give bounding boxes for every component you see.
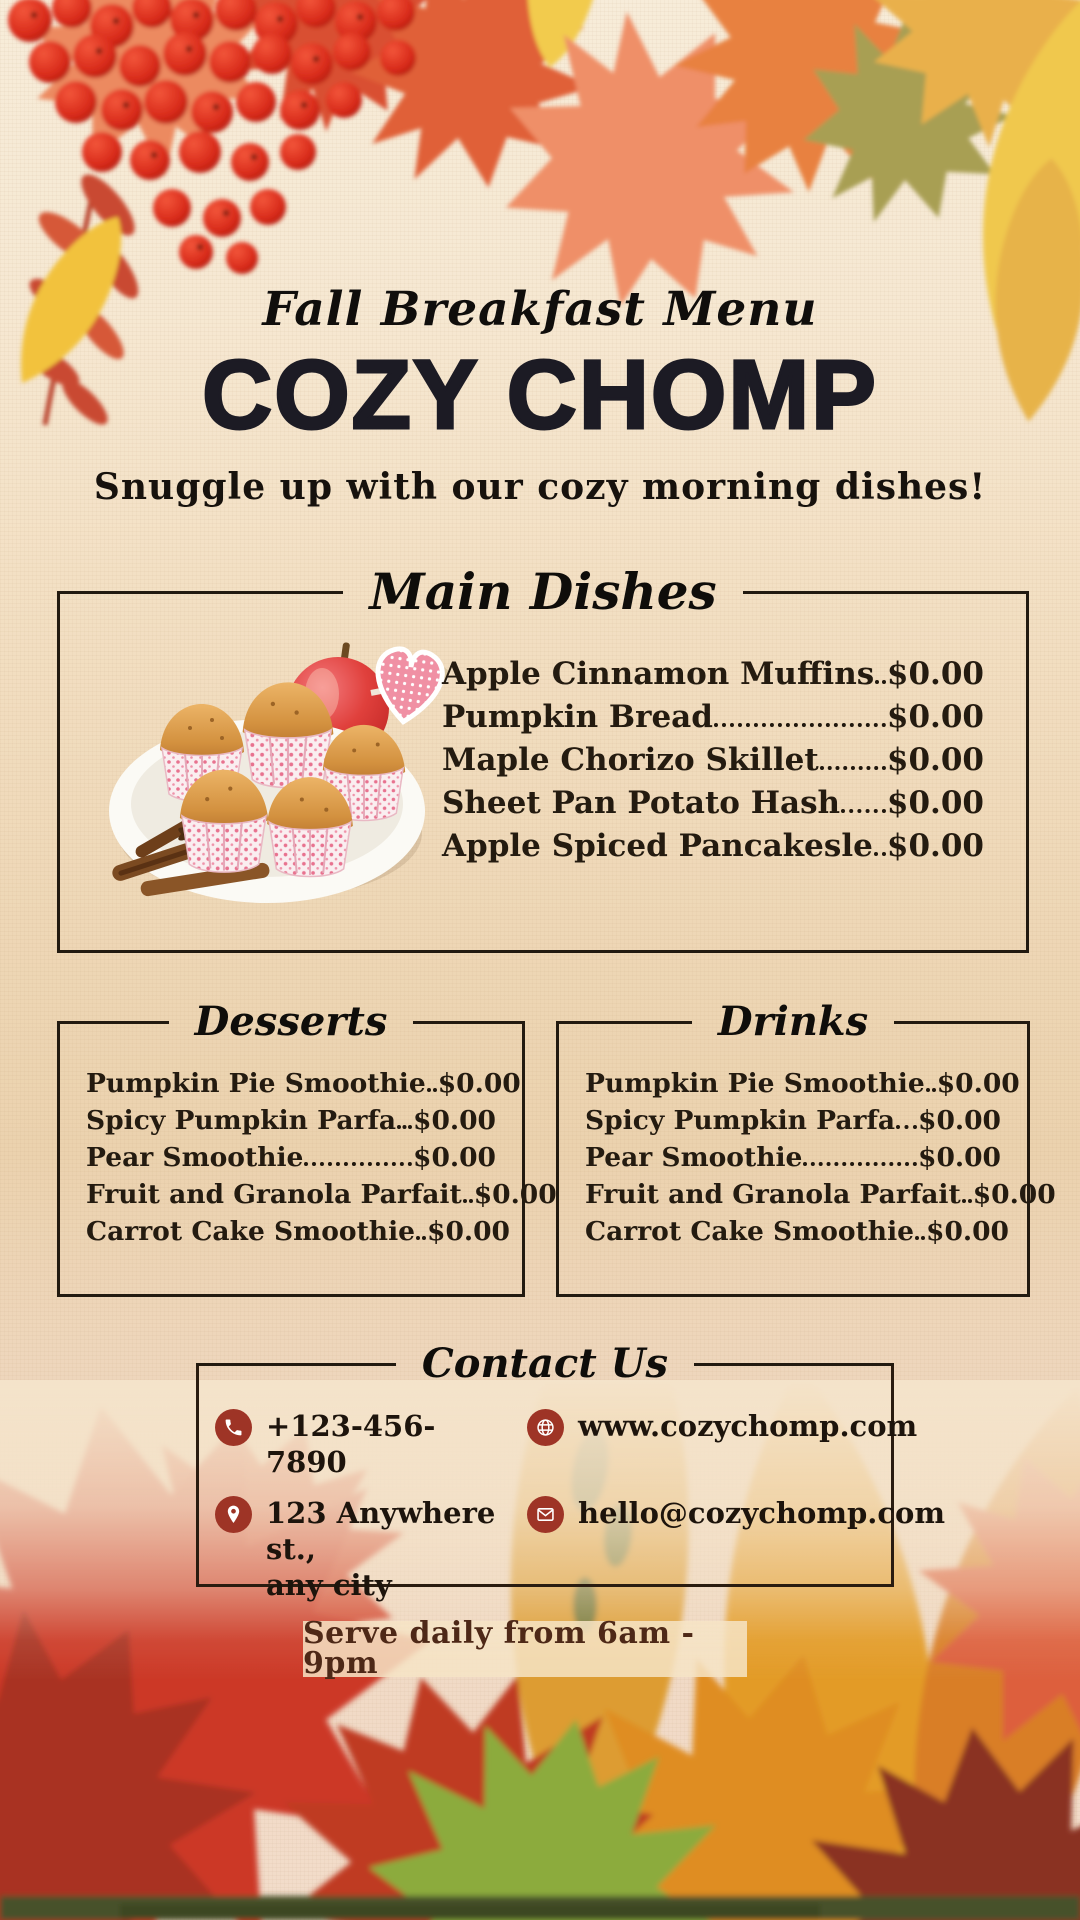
menu-item-price: $0.00 bbox=[918, 1142, 1001, 1173]
menu-item-name: Maple Chorizo Skillet bbox=[442, 742, 819, 778]
dotted-leader bbox=[875, 680, 886, 684]
dotted-leader bbox=[427, 1088, 437, 1092]
dotted-leader bbox=[874, 852, 886, 856]
menu-item-row bbox=[442, 658, 984, 691]
hours-banner bbox=[303, 1616, 747, 1681]
dotted-leader bbox=[820, 766, 886, 770]
contact-panel bbox=[196, 1340, 946, 1602]
menu-item-row bbox=[585, 1144, 1001, 1172]
menu-item-name: Pear Smoothie bbox=[86, 1142, 304, 1173]
menu-item-price: $0.00 bbox=[926, 1216, 1009, 1247]
contact-address-text bbox=[266, 1495, 511, 1604]
menu-item-price: $0.00 bbox=[427, 1216, 510, 1247]
contact-email[interactable] bbox=[527, 1495, 945, 1604]
menu-item-row bbox=[442, 830, 984, 863]
desserts-list bbox=[86, 1068, 557, 1255]
dotted-leader bbox=[397, 1125, 412, 1129]
drinks-title: Drinks bbox=[717, 998, 869, 1045]
contact-phone-text: +123-456-7890 bbox=[266, 1409, 436, 1480]
main-dishes-panel bbox=[57, 562, 1029, 953]
menu-item-price: $0.00 bbox=[886, 828, 984, 864]
menu-item-row bbox=[86, 1107, 496, 1135]
main-dishes-list bbox=[442, 658, 984, 873]
drinks-panel bbox=[556, 998, 1056, 1297]
menu-item-price: $0.00 bbox=[437, 1068, 521, 1099]
main-dishes-title: Main Dishes bbox=[369, 562, 717, 621]
menu-item-price: $0.00 bbox=[886, 656, 984, 692]
menu-item-name: Pumpkin Pie Smoothie bbox=[585, 1068, 925, 1099]
contact-website-text: www.cozychomp.com bbox=[578, 1409, 918, 1443]
menu-item-price: $0.00 bbox=[886, 785, 984, 821]
dotted-leader bbox=[841, 809, 886, 813]
dotted-leader bbox=[926, 1088, 936, 1092]
globe-icon bbox=[527, 1409, 564, 1446]
menu-item-row bbox=[442, 744, 984, 777]
dotted-leader bbox=[714, 723, 886, 727]
brand-title: COZY CHOMP bbox=[202, 340, 878, 449]
menu-item-name: Spicy Pumpkin Parfa bbox=[86, 1105, 397, 1136]
menu-item-row bbox=[86, 1216, 510, 1247]
contact-title: Contact Us bbox=[421, 1340, 669, 1387]
dotted-leader bbox=[463, 1199, 473, 1203]
desserts-title: Desserts bbox=[194, 998, 388, 1045]
menu-item-name: Apple Spiced Pancakesle bbox=[442, 828, 873, 864]
menu-item-price: $0.00 bbox=[886, 699, 984, 735]
hours-text: Serve daily from 6am - 9pm bbox=[303, 1616, 695, 1681]
menu-item-price: $0.00 bbox=[413, 1105, 496, 1136]
dotted-leader bbox=[896, 1125, 917, 1129]
contact-website[interactable] bbox=[527, 1408, 945, 1481]
menu-item-price: $0.00 bbox=[936, 1068, 1020, 1099]
menu-item-price: $0.00 bbox=[473, 1179, 557, 1210]
desserts-panel bbox=[57, 998, 557, 1297]
menu-item-name: Spicy Pumpkin Parfa bbox=[585, 1105, 896, 1136]
menu-item-row bbox=[86, 1179, 557, 1210]
menu-item-price: $0.00 bbox=[886, 742, 984, 778]
menu-item-name: Pumpkin Pie Smoothie bbox=[86, 1068, 426, 1099]
drinks-list bbox=[585, 1068, 1056, 1255]
menu-item-row bbox=[86, 1068, 521, 1099]
menu-item-name: Apple Cinnamon Muffins bbox=[442, 656, 875, 692]
menu-eyebrow: Fall Breakfast Menu bbox=[262, 282, 818, 337]
contact-email-text: hello@cozychomp.com bbox=[578, 1495, 946, 1530]
dotted-leader bbox=[915, 1236, 925, 1240]
dotted-leader bbox=[416, 1236, 426, 1240]
menu-item-name: Carrot Cake Smoothie bbox=[585, 1216, 914, 1247]
menu-item-row bbox=[585, 1068, 1020, 1099]
menu-item-row bbox=[86, 1144, 496, 1172]
menu-item-name: Pear Smoothie bbox=[585, 1142, 803, 1173]
menu-item-name: Fruit and Granola Parfait bbox=[585, 1179, 961, 1210]
menu-item-row bbox=[585, 1216, 1009, 1247]
contact-address-line1: 123 Anywhere st., bbox=[266, 1495, 496, 1566]
muffin-plate-photo bbox=[102, 628, 448, 918]
desserts-header bbox=[57, 998, 525, 1045]
menu-item-row bbox=[442, 787, 984, 820]
main-dishes-header bbox=[57, 562, 1029, 621]
location-pin-icon bbox=[215, 1496, 252, 1533]
contact-phone[interactable] bbox=[215, 1408, 511, 1481]
menu-item-row bbox=[585, 1107, 1001, 1135]
menu-item-name: Fruit and Granola Parfait bbox=[86, 1179, 462, 1210]
dotted-leader bbox=[803, 1162, 917, 1166]
menu-item-row bbox=[585, 1179, 1056, 1210]
menu-item-price: $0.00 bbox=[972, 1179, 1056, 1210]
contact-header bbox=[196, 1340, 894, 1387]
drinks-header bbox=[556, 998, 1030, 1045]
contact-address[interactable] bbox=[215, 1495, 511, 1604]
menu-item-name: Sheet Pan Potato Hash bbox=[442, 785, 841, 821]
menu-tagline: Snuggle up with our cozy morning dishes! bbox=[93, 466, 987, 508]
phone-icon bbox=[215, 1409, 252, 1446]
email-icon bbox=[527, 1496, 564, 1533]
dotted-leader bbox=[304, 1162, 412, 1166]
menu-item-name: Pumpkin Bread bbox=[442, 699, 713, 735]
contact-grid bbox=[215, 1408, 946, 1603]
menu-item-price: $0.00 bbox=[413, 1142, 496, 1173]
dotted-leader bbox=[962, 1199, 972, 1203]
menu-item-row bbox=[442, 701, 984, 734]
contact-address-line2: any city bbox=[266, 1568, 392, 1602]
menu-item-price: $0.00 bbox=[918, 1105, 1001, 1136]
menu-item-name: Carrot Cake Smoothie bbox=[86, 1216, 415, 1247]
